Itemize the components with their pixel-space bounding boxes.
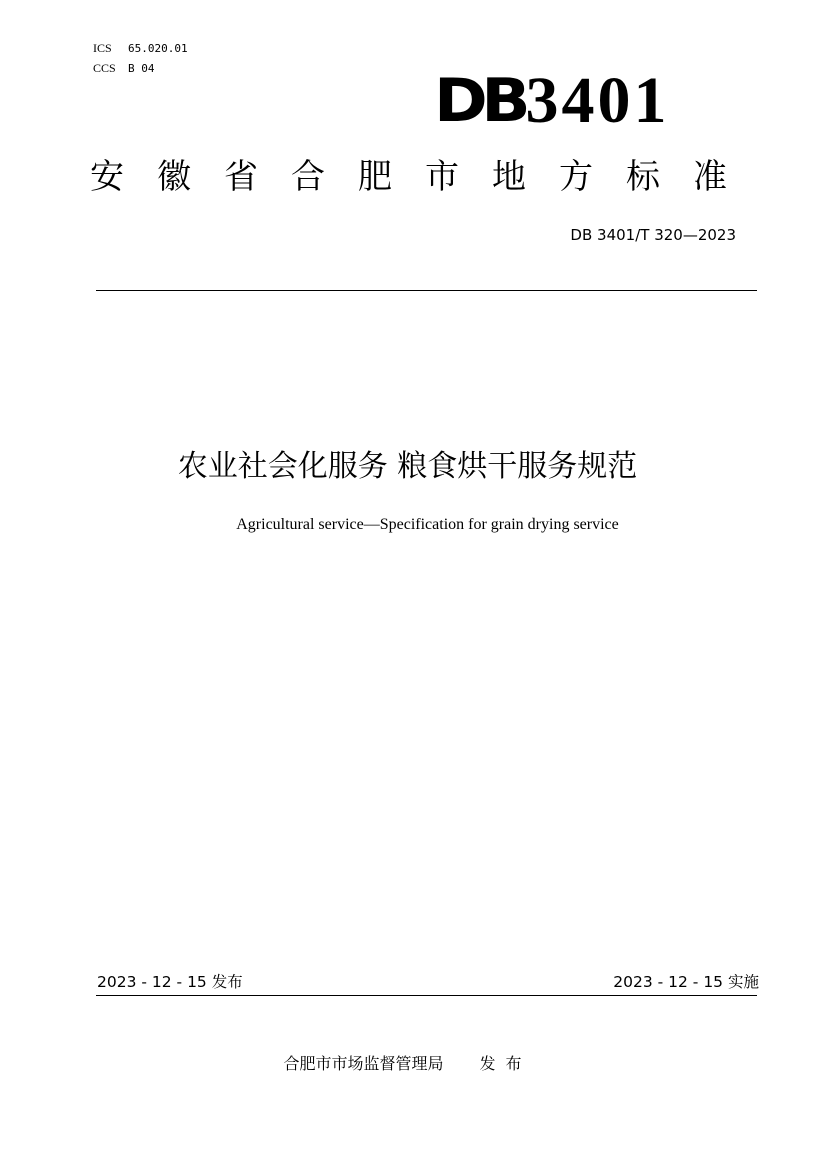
db-logo — [434, 66, 704, 136]
db-logo-mark: DB — [434, 66, 525, 136]
release-date-value: 2023 - 12 - 15 — [97, 973, 207, 991]
bottom-divider — [96, 995, 757, 996]
document-title-en: Agricultural service—Specification for grain drying service — [236, 516, 619, 533]
ics-label: ICS — [93, 41, 112, 55]
ccs-label: CCS — [93, 61, 116, 75]
issuer-line — [0, 1054, 815, 1074]
top-divider — [96, 290, 757, 291]
standard-number: DB 3401/T 320—2023 — [570, 226, 736, 244]
implementation-date-value: 2023 - 12 - 15 — [613, 973, 724, 991]
issuer-name: 合肥市市场监督管理局 — [283, 1054, 444, 1073]
release-label: 发布 — [211, 973, 243, 991]
ics-line — [93, 41, 188, 56]
db-logo-number: 3401 — [525, 64, 670, 137]
issuer-action: 发布 — [479, 1054, 532, 1073]
implementation-label: 实施 — [727, 973, 759, 991]
release-date — [97, 972, 243, 992]
ics-code: 65.020.01 — [128, 42, 188, 55]
ccs-line — [93, 61, 155, 76]
ccs-code: B 04 — [128, 62, 155, 75]
document-title-zh: 农业社会化服务 粮食烘干服务规范 — [177, 449, 638, 484]
standard-category: 安徽省合肥市地方标准 — [90, 157, 760, 197]
implementation-date — [613, 972, 759, 992]
